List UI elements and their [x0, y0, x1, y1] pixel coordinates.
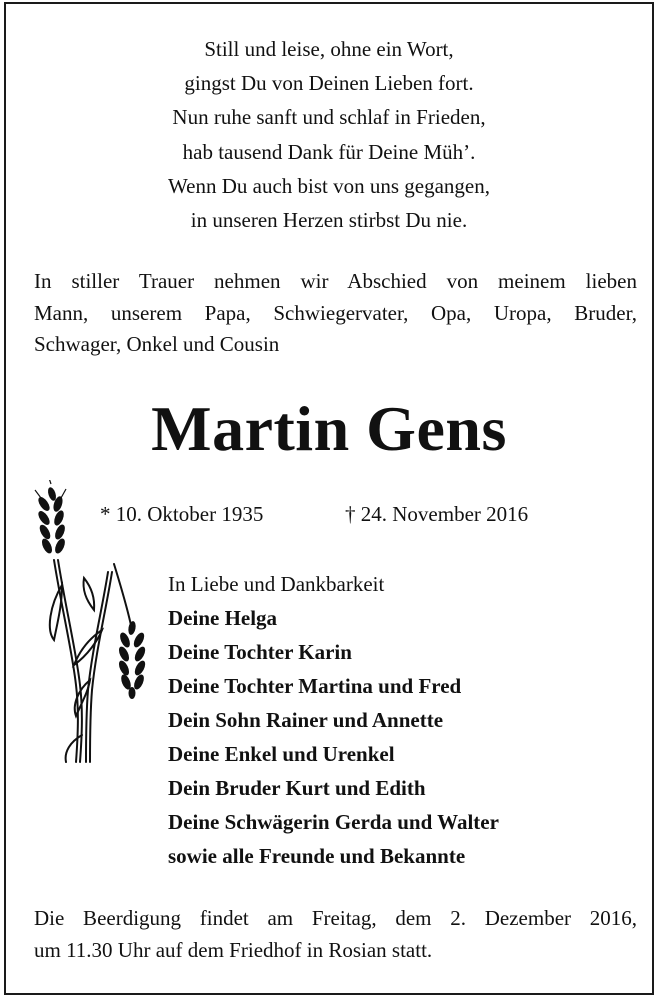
poem-line: in unseren Herzen stirbst Du nie.	[190, 208, 468, 233]
poem-line: Wenn Du auch bist von uns gegangen,	[168, 173, 490, 198]
family-member: Dein Bruder Kurt und Edith	[168, 776, 426, 800]
intro-line: Schwager, Onkel und Cousin	[34, 332, 280, 356]
family-member: Deine Helga	[168, 606, 278, 630]
poem-line: hab tausend Dank für Deine Müh’.	[182, 139, 476, 164]
family-member: Deine Enkel und Urenkel	[168, 742, 395, 766]
poem-line: gingst Du von Deinen Lieben fort.	[184, 71, 474, 96]
wheat-ears-icon	[32, 480, 162, 770]
family-member: Deine Schwägerin Gerda und Walter	[168, 810, 499, 834]
intro-line: In stiller Trauer nehmen wir Abschied von meinem lieben	[34, 269, 637, 293]
family-member: Dein Sohn Rainer und Annette	[168, 708, 444, 732]
family-member: Deine Tochter Martina und Fred	[168, 674, 462, 698]
funeral-info	[34, 902, 637, 966]
family-signatures	[168, 567, 499, 873]
funeral-line: um 11.30 Uhr auf dem Friedhof in Rosian statt.	[34, 938, 433, 962]
family-lead: In Liebe und Dankbarkeit	[168, 572, 385, 596]
memorial-poem	[6, 32, 652, 237]
poem-line: Nun ruhe sanft und schlaf in Frieden,	[172, 105, 486, 130]
deceased-name: Martin Gens	[151, 393, 507, 464]
intro-line: Mann, unserem Papa, Schwiegervater, Opa, Uropa, Bruder,	[34, 300, 637, 325]
family-member: Deine Tochter Karin	[168, 640, 352, 664]
funeral-line: Die Beerdigung findet am Freitag, dem 2. Dezember 2016,	[34, 906, 637, 930]
obituary-notice	[4, 2, 654, 995]
farewell-intro	[34, 266, 637, 361]
family-member: sowie alle Freunde und Bekannte	[168, 844, 466, 868]
death-date: † 24. November 2016	[345, 502, 529, 526]
poem-line: Still und leise, ohne ein Wort,	[204, 37, 454, 61]
birth-date: * 10. Oktober 1935	[100, 502, 264, 526]
